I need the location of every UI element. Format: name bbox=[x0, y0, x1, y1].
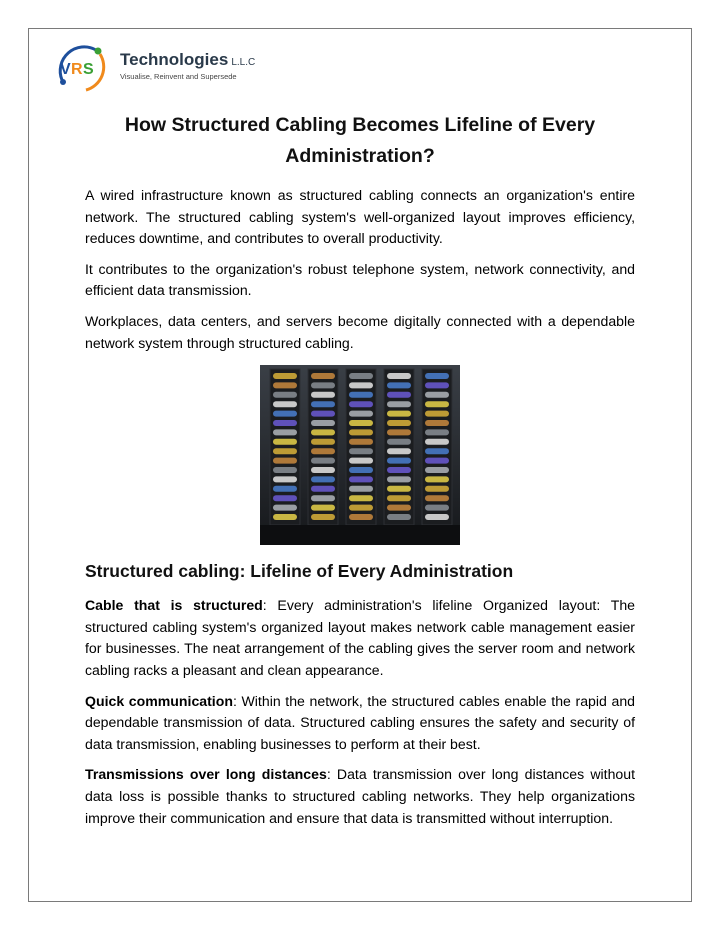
company-name: Technologies L.L.C bbox=[120, 50, 256, 69]
cable-bundle bbox=[387, 430, 411, 436]
cable-bundle bbox=[425, 373, 449, 379]
point-term: Transmissions over long distances bbox=[85, 766, 327, 783]
cable-bundle bbox=[387, 448, 411, 454]
cable-bundle bbox=[425, 495, 449, 501]
cable-bundle bbox=[387, 373, 411, 379]
point-text: : Within the network, the structured cables enable the rapid and dependable transmission of data. Structured cabling ensures the safety and security of data transmission, enabling businesses to perform at their best. bbox=[85, 692, 635, 752]
svg-text:V: V bbox=[60, 61, 71, 78]
cable-bundle bbox=[425, 420, 449, 426]
cable-bundle bbox=[387, 467, 411, 473]
cable-bundle bbox=[425, 458, 449, 464]
cable-bundle bbox=[425, 392, 449, 398]
cable-bundle bbox=[387, 401, 411, 407]
cable-bundle bbox=[311, 411, 335, 417]
cable-bundle bbox=[425, 486, 449, 492]
cable-bundle bbox=[311, 495, 335, 501]
cable-bundle bbox=[273, 495, 297, 501]
cable-bundle bbox=[273, 420, 297, 426]
cable-bundle bbox=[273, 467, 297, 473]
cable-bundle bbox=[387, 383, 411, 389]
cable-bundle bbox=[349, 458, 373, 464]
cable-bundle bbox=[349, 477, 373, 483]
cable-bundle bbox=[349, 411, 373, 417]
cable-bundle bbox=[311, 383, 335, 389]
svg-text:R: R bbox=[71, 61, 83, 78]
cable-bundle bbox=[273, 401, 297, 407]
cable-bundle bbox=[387, 514, 411, 520]
cable-bundle bbox=[273, 392, 297, 398]
cable-bundle bbox=[311, 420, 335, 426]
cable-bundle bbox=[349, 383, 373, 389]
cable-bundle bbox=[273, 439, 297, 445]
cable-bundle bbox=[311, 439, 335, 445]
cable-bundle bbox=[311, 458, 335, 464]
cable-bundle bbox=[273, 477, 297, 483]
cabling-racks-image bbox=[260, 365, 460, 545]
cable-bundle bbox=[387, 495, 411, 501]
cable-bundle bbox=[387, 411, 411, 417]
cable-bundle bbox=[273, 411, 297, 417]
intro-paragraph-1: A wired infrastructure known as structured cabling connects an organization's entire network. The structured cabling system's well-organized layout improves efficiency, reduces downtime, and contributes to overall productivity. bbox=[85, 187, 635, 247]
cable-bundle bbox=[311, 448, 335, 454]
point-structured bbox=[85, 595, 635, 681]
cable-bundle bbox=[349, 448, 373, 454]
cable-bundle bbox=[387, 420, 411, 426]
cable-bundle bbox=[349, 495, 373, 501]
article-title: How Structured Cabling Becomes Lifeline of Every Administration? bbox=[124, 114, 596, 167]
cable-bundle bbox=[311, 514, 335, 520]
svg-text:S: S bbox=[83, 61, 94, 78]
cable-bundle bbox=[311, 392, 335, 398]
cable-bundle bbox=[311, 401, 335, 407]
section-heading: Structured cabling: Lifeline of Every Administration bbox=[85, 561, 514, 582]
point-long-distances bbox=[85, 764, 635, 829]
point-term: Cable that is structured bbox=[85, 597, 263, 614]
cable-bundle bbox=[349, 505, 373, 511]
cable-bundle bbox=[425, 401, 449, 407]
cable-bundle bbox=[387, 439, 411, 445]
cable-bundle bbox=[387, 486, 411, 492]
cable-bundle bbox=[311, 505, 335, 511]
cable-bundle bbox=[273, 458, 297, 464]
cable-bundle bbox=[425, 383, 449, 389]
cable-bundle bbox=[273, 505, 297, 511]
cable-bundle bbox=[349, 439, 373, 445]
point-text: : Data transmission over long distances without data loss is possible thanks to structured cabling networks. They help organizations improve their communication and ensure that data is transmitted without interruption. bbox=[85, 766, 636, 826]
cable-bundle bbox=[349, 401, 373, 407]
cable-bundle bbox=[387, 392, 411, 398]
cable-bundle bbox=[387, 458, 411, 464]
cable-bundle bbox=[273, 486, 297, 492]
point-text: : Every administration's lifeline Organized layout: The structured cabling system's organized layout makes network cable management easier for businesses. The neat arrangement of the cabling gives the server room and network cabling racks a pleasant and clean appearance. bbox=[85, 597, 635, 678]
cable-bundle bbox=[311, 486, 335, 492]
cable-bundle bbox=[311, 477, 335, 483]
company-tagline: Visualise, Reinvent and Supersede bbox=[120, 72, 237, 81]
intro-paragraph-2: It contributes to the organization's robust telephone system, network connectivity, and efficient data transmission. bbox=[85, 260, 635, 299]
vrs-logo-mark bbox=[56, 42, 112, 94]
point-quick-communication bbox=[85, 691, 635, 756]
intro-paragraph-3: Workplaces, data centers, and servers become digitally connected with a dependable network system through structured cabling. bbox=[85, 312, 635, 351]
cable-bundle bbox=[349, 392, 373, 398]
company-logo[interactable] bbox=[56, 42, 276, 94]
cable-bundle bbox=[273, 514, 297, 520]
cable-bundle bbox=[273, 383, 297, 389]
cable-bundle bbox=[311, 430, 335, 436]
cable-bundle bbox=[273, 448, 297, 454]
cable-bundle bbox=[311, 373, 335, 379]
point-term: Quick communication bbox=[85, 692, 233, 709]
cable-bundle bbox=[387, 505, 411, 511]
cable-bundle bbox=[425, 514, 449, 520]
cable-bundle bbox=[273, 373, 297, 379]
cable-bundle bbox=[425, 505, 449, 511]
cable-bundle bbox=[349, 420, 373, 426]
cable-bundle bbox=[425, 439, 449, 445]
article-body bbox=[85, 110, 635, 838]
cable-bundle bbox=[425, 448, 449, 454]
cable-bundle bbox=[425, 430, 449, 436]
cable-bundle bbox=[425, 411, 449, 417]
cable-bundle bbox=[349, 373, 373, 379]
cable-bundle bbox=[387, 477, 411, 483]
cable-bundle bbox=[311, 467, 335, 473]
cable-bundle bbox=[349, 514, 373, 520]
cable-bundle bbox=[349, 467, 373, 473]
cable-bundle bbox=[425, 467, 449, 473]
cabling-racks-illustration bbox=[260, 365, 460, 545]
cable-bundle bbox=[425, 477, 449, 483]
cable-bundle bbox=[349, 486, 373, 492]
cable-bundle bbox=[349, 430, 373, 436]
cable-bundle bbox=[273, 430, 297, 436]
